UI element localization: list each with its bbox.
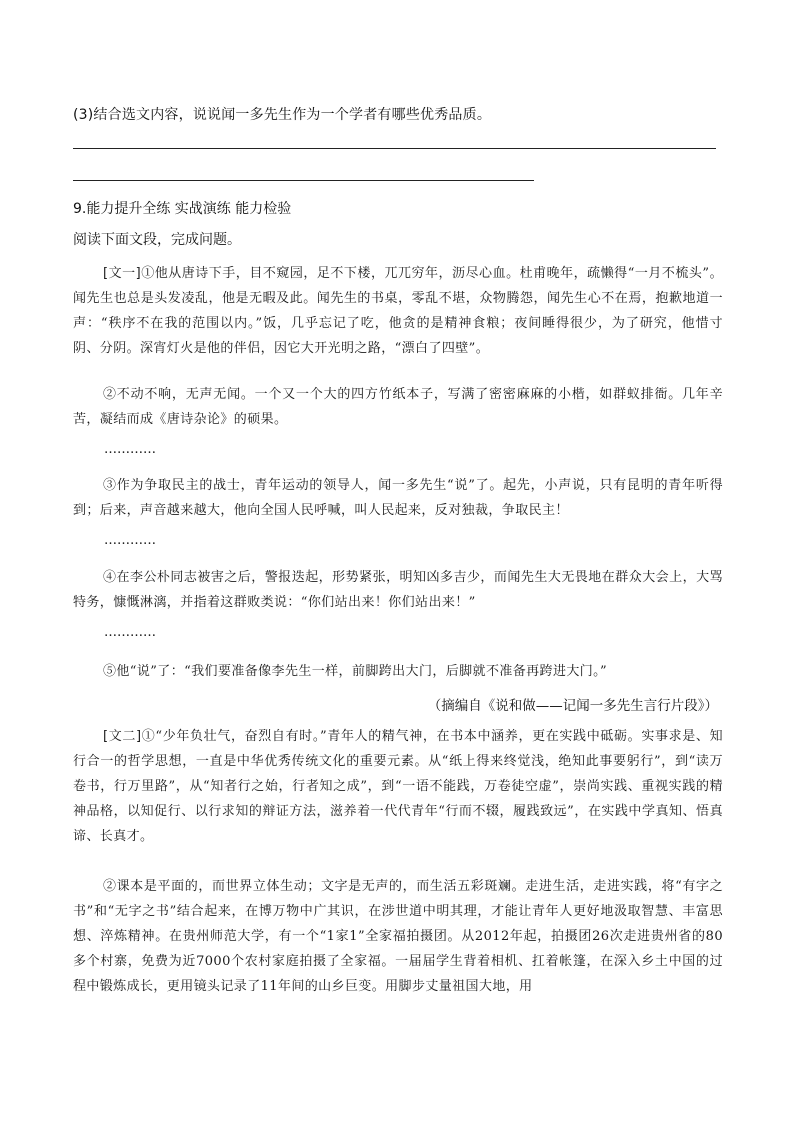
- question-3: (3)结合选文内容，说说闻一多先生作为一个学者有哪些优秀品质。: [73, 107, 492, 123]
- ellipsis: …………: [104, 533, 156, 548]
- ellipsis: …………: [104, 625, 156, 640]
- text1-paragraph-3: ③作为争取民主的战士，青年运动的领导人，闻一多先生“说”了。起先，小声说，只有昆明的青年听得到；后来，声音越来越大，他向全国人民呼喊，叫人民起来，反对独裁，争取民主！: [73, 478, 723, 518]
- text1-label: [文一]: [103, 266, 142, 281]
- text1-paragraph-4: ④在李公朴同志被害之后，警报迭起，形势紧张，明知凶多吉少，而闻先生大无畏地在群众大会上，大骂特务，慷慨淋漓，并指着这群败类说：“你们站出来！你们站出来！”: [73, 570, 723, 610]
- text1-paragraph-1: [73, 261, 723, 361]
- source-citation: （摘编自《说和做——记闻一多先生言行片段》）: [427, 698, 718, 714]
- section-title: 9.能力提升全练 实战演练 能力检验: [73, 201, 292, 217]
- text1-paragraph-2: ②不动不响，无声无闻。一个又一个大的四方竹纸本子，写满了密密麻麻的小楷，如群蚁排衙。几年辛苦，凝结而成《唐诗杂论》的硕果。: [73, 387, 723, 427]
- text2-p1-content: ①“少年负壮气，奋烈自有时。”青年人的精气神，在书本中涵养，更在实践中砥砺。实事求是、知行合一的哲学思想，一直是中华优秀传统文化的重要元素。从“纸上得来终觉浅，绝知此事要躬行”，到“读万卷书，行万里路”，从“知者行之始，行者知之成”，到“一语不能践，万卷徒空虚”，崇尚实践、重视实践的精神品格，以知促行、以行求知的辩证方法，滋养着一代代青年“行而不辍，履践致远”，在实践中学真知、悟真谛、长真才。: [73, 729, 723, 844]
- text2-paragraph-2: ②课本是平面的，而世界立体生动；文字是无声的，而生活五彩斑斓。走进生活，走进实践，将“有字之书”和“无字之书”结合起来，在博万物中广其识，在涉世道中明其理，才能让青年人更好地汲取智慧、丰富思想、淬炼精神。在贵州师范大学，有一个“1家1”全家福拍摄团。从2012年起，拍摄团26次走进贵州省的80多个村寨，免费为近7000个农村家庭拍摄了全家福。一届届学生背着相机、扛着帐篷，在深入乡土中国的过程中锻炼成长，更用镜头记录了11年间的山乡巨变。用脚步丈量祖国大地，用: [73, 879, 723, 994]
- text1-paragraph-5: ⑤他“说”了：“我们要准备像李先生一样，前脚跨出大门，后脚就不准备再跨进大门。”: [103, 664, 608, 679]
- answer-line[interactable]: [73, 148, 716, 149]
- instruction: 阅读下面文段，完成问题。: [73, 232, 241, 248]
- text2-paragraph-1: [73, 724, 723, 849]
- answer-line[interactable]: [73, 180, 534, 181]
- text2-label: [文二]: [103, 729, 142, 744]
- text1-p1-content: ①他从唐诗下手，目不窥园，足不下楼，兀兀穷年，沥尽心血。杜甫晚年，疏懒得“一月不梳头”。闻先生也总是头发凌乱，他是无暇及此。闻先生的书桌，零乱不堪，众物腾怨，闻先生心不在焉，抱歉地道一声：“秩序不在我的范围以内。”饭，几乎忘记了吃，他贪的是精神食粮；夜间睡得很少，为了研究，他惜寸阴、分阴。深宵灯火是他的伴侣，因它大开光明之路，“漂白了四壁”。: [73, 266, 723, 356]
- ellipsis: …………: [104, 442, 156, 457]
